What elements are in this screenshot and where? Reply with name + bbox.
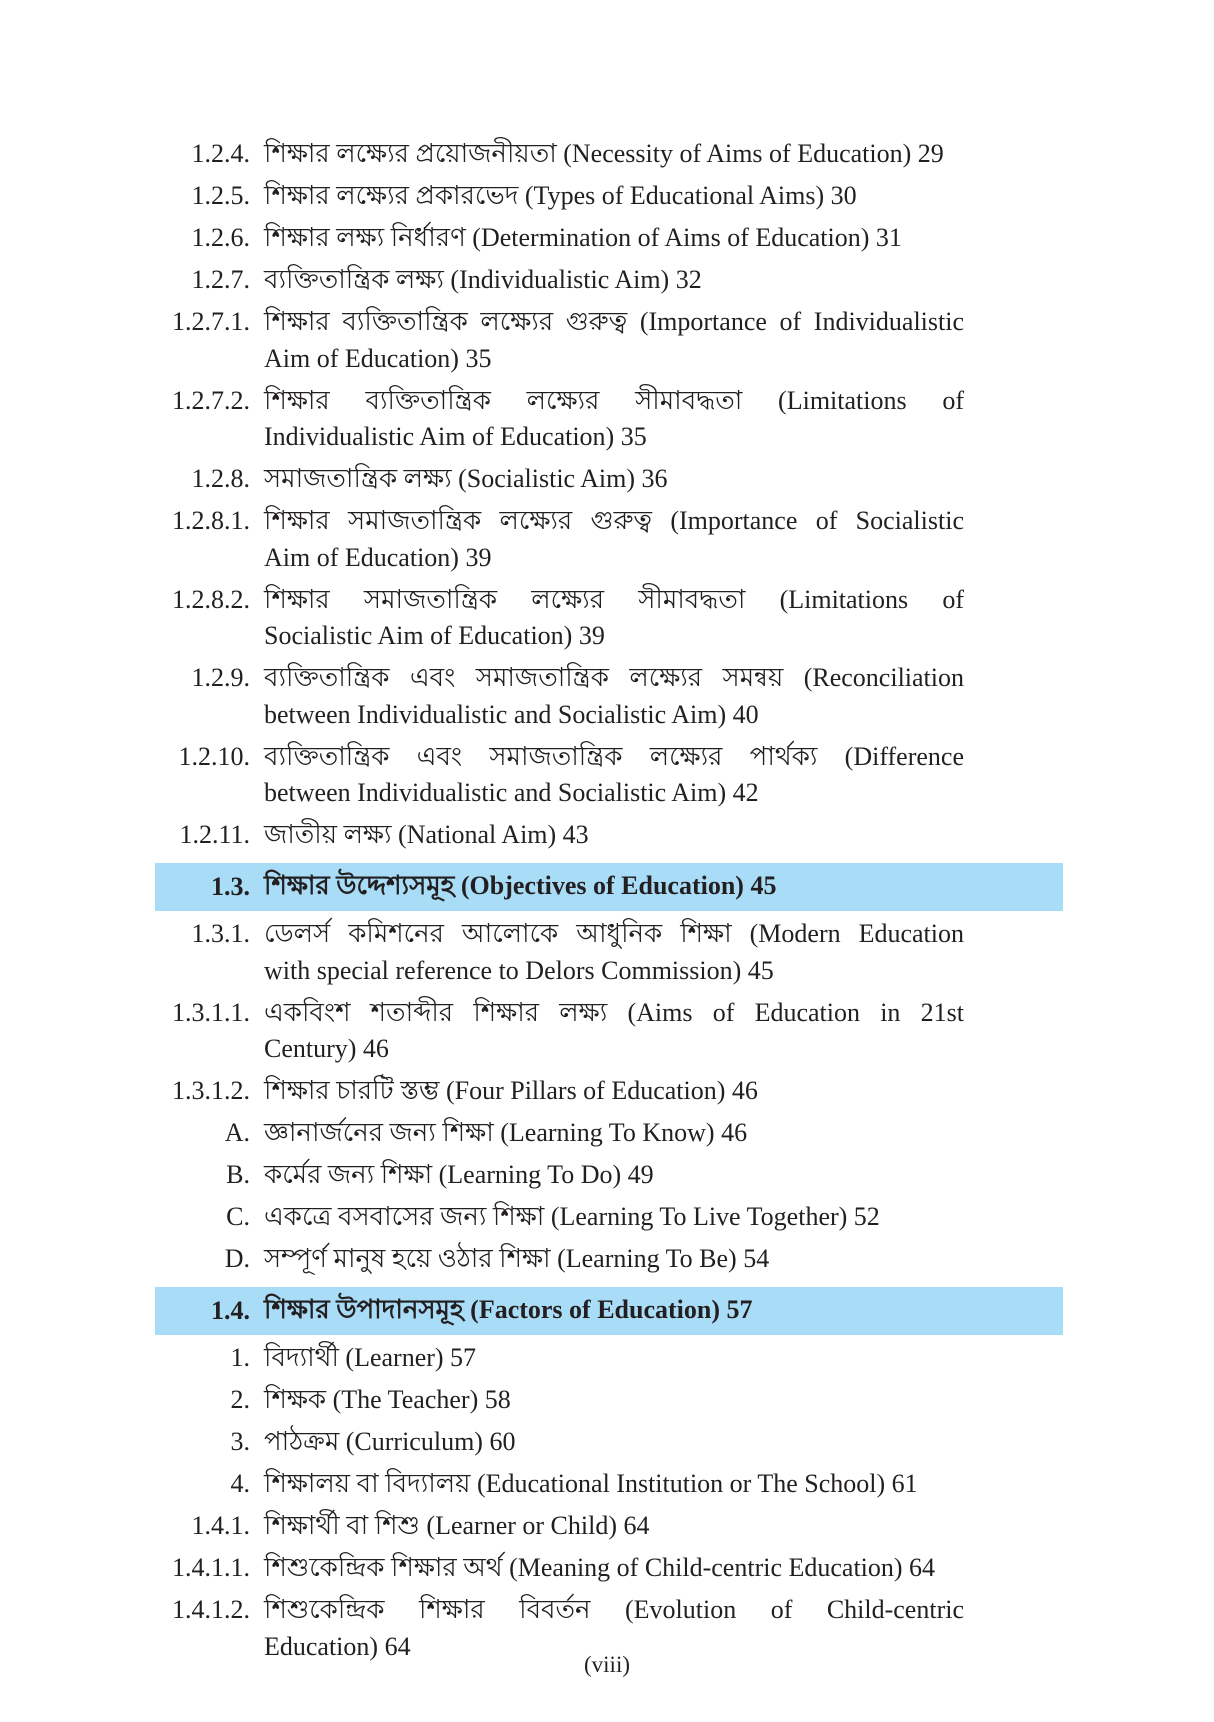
entry-line: Socialistic Aim of Education) 39 bbox=[264, 621, 605, 650]
toc-entry bbox=[0, 582, 1214, 655]
entry-title bbox=[264, 262, 702, 299]
entry-number: 1.2.8.2. bbox=[172, 584, 250, 614]
toc-entry bbox=[0, 178, 1214, 215]
entry-number: 1.3.1.1. bbox=[172, 997, 250, 1027]
entry-line: শিক্ষার সমাজতান্ত্রিক লক্ষ্যের গুরুত্ব (Importance of Socialistic bbox=[264, 506, 964, 535]
entry-title bbox=[264, 1466, 918, 1503]
section-heading bbox=[155, 1287, 1063, 1335]
toc-entry bbox=[0, 916, 1214, 989]
toc-entry bbox=[0, 136, 1214, 173]
toc-entry bbox=[0, 262, 1214, 299]
toc-entry bbox=[0, 739, 1214, 812]
toc-entry bbox=[0, 461, 1214, 498]
toc-entry bbox=[0, 1424, 1214, 1461]
entry-line: পাঠক্রম (Curriculum) 60 bbox=[264, 1427, 516, 1456]
entry-title bbox=[264, 1550, 935, 1587]
entry-number: 1.2.7.2. bbox=[172, 385, 250, 415]
toc-entry bbox=[0, 304, 1214, 377]
entry-title bbox=[264, 461, 668, 498]
entry-title bbox=[264, 1073, 758, 1110]
entry-number: 1.2.8. bbox=[191, 464, 250, 493]
entry-number: 1.2.7. bbox=[191, 265, 250, 294]
entry-line: একত্রে বসবাসের জন্য শিক্ষা (Learning To Live Together) 52 bbox=[264, 1202, 880, 1231]
entry-line: শিক্ষার লক্ষ্যের প্রয়োজনীয়তা (Necessity of Aims of Education) 29 bbox=[264, 139, 944, 168]
entry-line: শিক্ষার লক্ষ্য নির্ধারণ (Determination of Aims of Education) 31 bbox=[264, 223, 902, 252]
entry-title bbox=[264, 582, 964, 655]
entry-number: 1.2.4. bbox=[191, 139, 250, 168]
toc-entry bbox=[0, 1241, 1214, 1278]
entry-line: বিদ্যার্থী (Learner) 57 bbox=[264, 1343, 477, 1372]
entry-title bbox=[264, 660, 964, 733]
entry-number: 1.3.1.2. bbox=[172, 1076, 250, 1105]
toc-entry bbox=[0, 1157, 1214, 1194]
toc-entry bbox=[0, 660, 1214, 733]
entry-title bbox=[264, 383, 964, 456]
toc-entry bbox=[0, 995, 1214, 1068]
entry-title bbox=[264, 916, 964, 989]
toc-entry bbox=[0, 503, 1214, 576]
toc-entry bbox=[0, 1466, 1214, 1503]
entry-line: Education) 64 bbox=[264, 1631, 411, 1661]
toc-entry bbox=[0, 1199, 1214, 1236]
entry-line: ব্যক্তিতান্ত্রিক এবং সমাজতান্ত্রিক লক্ষ্যের সমন্বয় (Reconciliation bbox=[264, 663, 964, 692]
entry-line: শিশুকেন্দ্রিক শিক্ষার বিবর্তন (Evolution of Child-centric bbox=[264, 1595, 964, 1624]
toc-entry bbox=[0, 1340, 1214, 1377]
entry-title bbox=[264, 1115, 747, 1152]
entry-title bbox=[264, 995, 964, 1068]
entry-number: 1.4.1.2. bbox=[172, 1595, 250, 1624]
entry-line: শিক্ষার ব্যক্তিতান্ত্রিক লক্ষ্যের সীমাবদ্ধতা (Limitations of bbox=[264, 385, 964, 415]
entry-line: with special reference to Delors Commission) 45 bbox=[264, 955, 774, 985]
entry-number: 3. bbox=[230, 1427, 250, 1456]
entry-line: জাতীয় লক্ষ্য (National Aim) 43 bbox=[264, 820, 589, 849]
entry-line: শিক্ষার সমাজতান্ত্রিক লক্ষ্যের সীমাবদ্ধতা (Limitations of bbox=[264, 584, 964, 614]
entry-line: শিক্ষার উপাদানসমূহ (Factors of Education) 57 bbox=[264, 1294, 753, 1324]
entry-number: B. bbox=[226, 1160, 250, 1189]
entry-title bbox=[264, 304, 964, 377]
entry-title bbox=[264, 1157, 654, 1194]
entry-title bbox=[264, 865, 776, 909]
entry-line: শিক্ষক (The Teacher) 58 bbox=[264, 1385, 511, 1414]
entry-number: 2. bbox=[230, 1385, 250, 1414]
entry-number: C. bbox=[226, 1202, 250, 1231]
entry-line: জ্ঞানার্জনের জন্য শিক্ষা (Learning To Know) 46 bbox=[264, 1118, 748, 1147]
entry-line: শিক্ষার লক্ষ্যের প্রকারভেদ (Types of Educational Aims) 30 bbox=[264, 181, 857, 210]
entry-line: ব্যক্তিতান্ত্রিক লক্ষ্য (Individualistic Aim) 32 bbox=[264, 265, 702, 294]
entry-line: between Individualistic and Socialistic Aim) 40 bbox=[264, 699, 759, 729]
entry-line: শিক্ষালয় বা বিদ্যালয় (Educational Institution or The School) 61 bbox=[264, 1469, 918, 1498]
entry-line: শিক্ষার চারটি স্তম্ভ (Four Pillars of Education) 46 bbox=[264, 1076, 758, 1105]
entry-line: Individualistic Aim of Education) 35 bbox=[264, 422, 647, 451]
entry-title bbox=[264, 1508, 650, 1545]
entry-line: শিক্ষার উদ্দেশ্যসমূহ (Objectives of Education) 45 bbox=[264, 870, 777, 900]
entry-line: between Individualistic and Socialistic Aim) 42 bbox=[264, 778, 759, 807]
entry-title bbox=[264, 1382, 511, 1419]
entry-line: ডেলর্স কমিশনের আলোকে আধুনিক শিক্ষা (Modern Education bbox=[264, 919, 964, 948]
entry-title bbox=[264, 220, 902, 257]
entry-number: 1.2.10. bbox=[178, 741, 250, 771]
entry-title bbox=[264, 1424, 515, 1461]
entry-number: 1.2.6. bbox=[191, 223, 250, 252]
entry-title bbox=[264, 1199, 880, 1236]
entry-number: 1.4.1. bbox=[191, 1511, 250, 1540]
entry-number: 1.2.9. bbox=[191, 663, 250, 692]
toc-entry bbox=[0, 1382, 1214, 1419]
entry-line: কর্মের জন্য শিক্ষা (Learning To Do) 49 bbox=[264, 1160, 654, 1189]
entry-line: সম্পূর্ণ মানুষ হয়ে ওঠার শিক্ষা (Learning To Be) 54 bbox=[264, 1244, 770, 1273]
entry-title bbox=[264, 817, 589, 854]
entry-number: 1.3.1. bbox=[191, 919, 250, 948]
entry-number: 1.2.11. bbox=[179, 820, 250, 849]
toc-entry bbox=[0, 1508, 1214, 1545]
entry-number: 1.2.5. bbox=[191, 181, 250, 210]
entry-line: শিশুকেন্দ্রিক শিক্ষার অর্থ (Meaning of Child-centric Education) 64 bbox=[264, 1553, 936, 1582]
entry-title bbox=[264, 1340, 476, 1377]
page-number: (viii) bbox=[584, 1652, 630, 1677]
toc-entry bbox=[0, 1115, 1214, 1152]
entry-title bbox=[264, 1241, 769, 1278]
entry-line: Aim of Education) 35 bbox=[264, 343, 492, 373]
entry-line: Aim of Education) 39 bbox=[264, 542, 492, 572]
entry-number: 4. bbox=[230, 1469, 250, 1498]
entry-title bbox=[264, 178, 857, 215]
entry-line: ব্যক্তিতান্ত্রিক এবং সমাজতান্ত্রিক লক্ষ্যের পার্থক্য (Difference bbox=[264, 741, 964, 771]
entry-number: 1. bbox=[230, 1343, 250, 1372]
entry-number: 1.2.7.1. bbox=[172, 307, 250, 336]
entry-number: 1.4.1.1. bbox=[172, 1553, 250, 1582]
entry-title bbox=[264, 739, 964, 812]
entry-number: D. bbox=[224, 1244, 250, 1273]
entry-number: A. bbox=[224, 1118, 250, 1147]
entry-number: 1.3. bbox=[211, 871, 250, 901]
toc-entry bbox=[0, 220, 1214, 257]
toc-entry bbox=[0, 1073, 1214, 1110]
entry-line: সমাজতান্ত্রিক লক্ষ্য (Socialistic Aim) 36 bbox=[264, 464, 668, 493]
entry-title bbox=[264, 503, 964, 576]
section-heading bbox=[155, 863, 1063, 911]
entry-line: শিক্ষার্থী বা শিশু (Learner or Child) 64 bbox=[264, 1511, 650, 1540]
entry-number: 1.4. bbox=[211, 1295, 250, 1325]
entry-title bbox=[264, 136, 944, 173]
entry-title bbox=[264, 1289, 753, 1333]
entry-line: Century) 46 bbox=[264, 1034, 389, 1063]
entry-number: 1.2.8.1. bbox=[172, 506, 250, 535]
toc-entry bbox=[0, 1550, 1214, 1587]
table-of-contents bbox=[0, 136, 1214, 1665]
entry-line: একবিংশ শতাব্দীর শিক্ষার লক্ষ্য (Aims of Education in 21st bbox=[264, 997, 964, 1027]
toc-entry bbox=[0, 383, 1214, 456]
entry-line: শিক্ষার ব্যক্তিতান্ত্রিক লক্ষ্যের গুরুত্ব (Importance of Individualistic bbox=[264, 307, 964, 336]
toc-entry bbox=[0, 817, 1214, 854]
